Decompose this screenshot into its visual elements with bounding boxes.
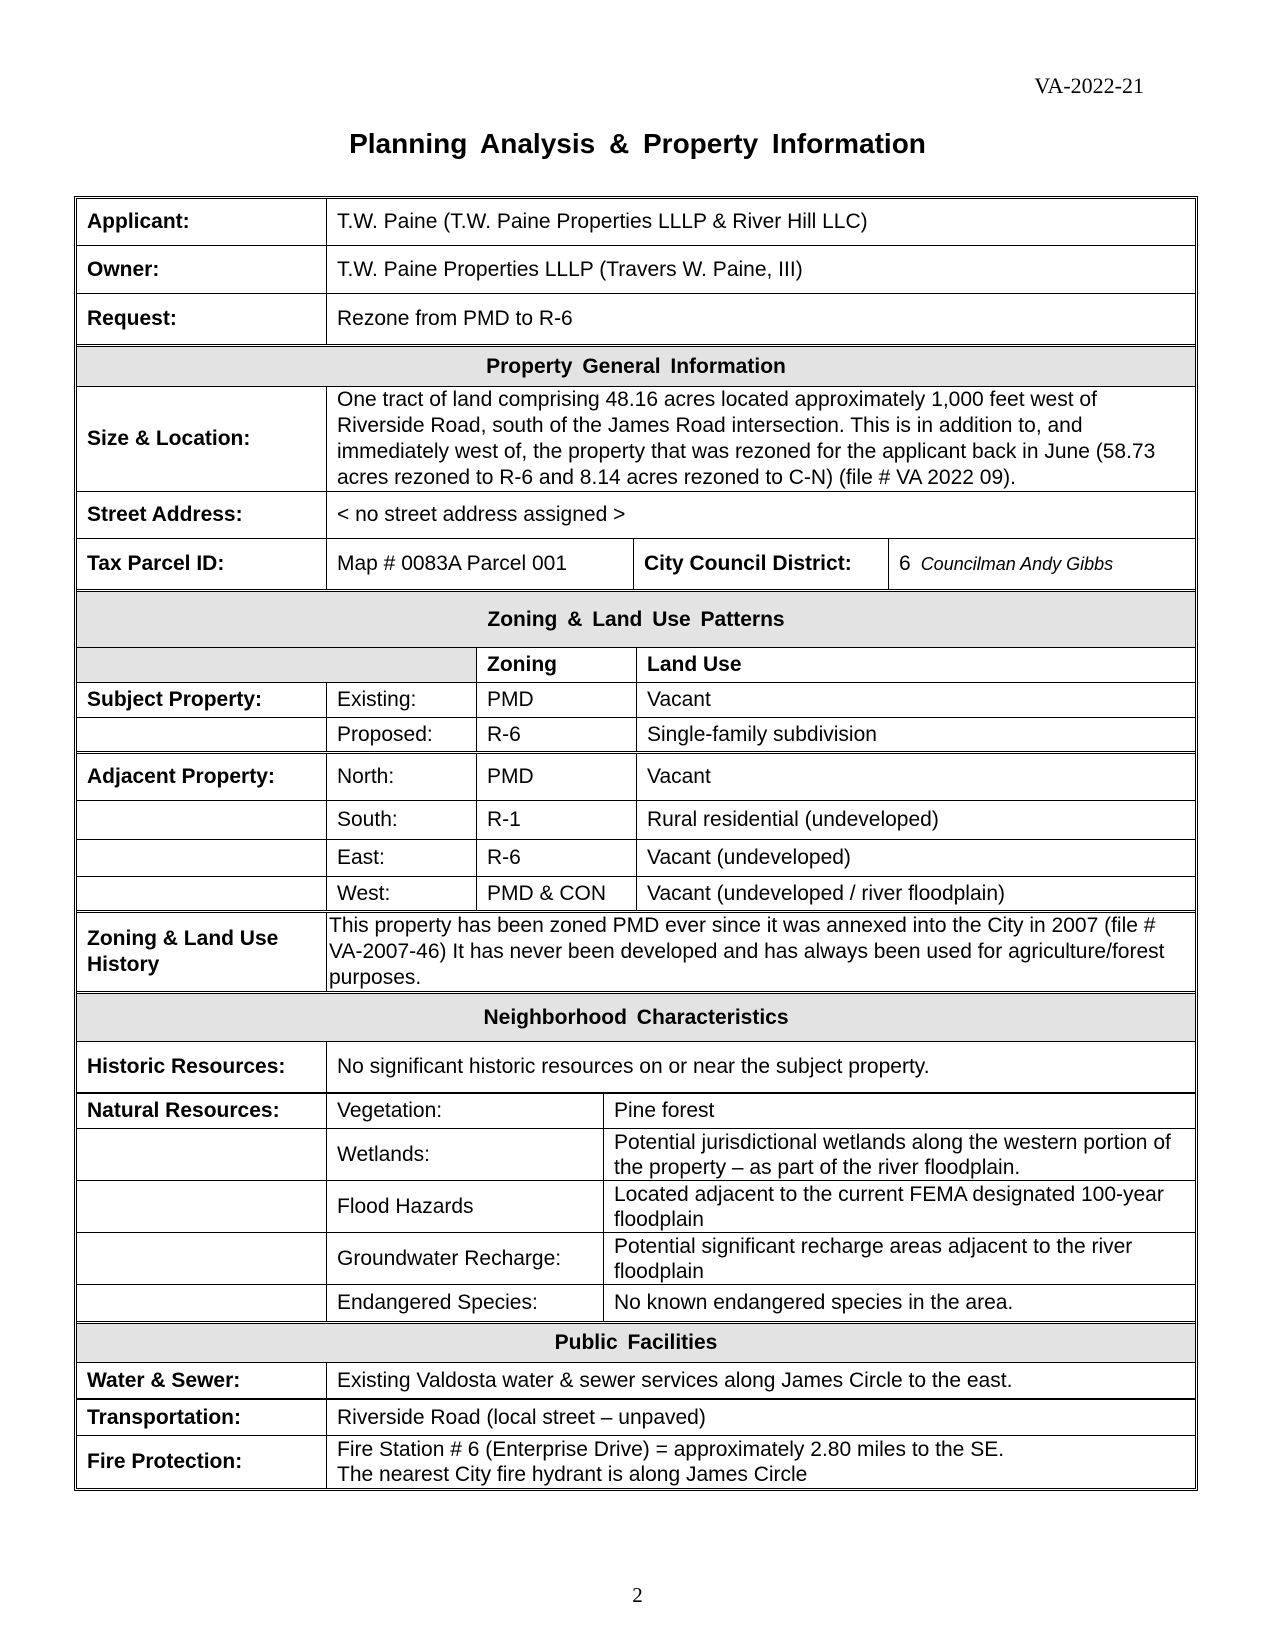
owner-label: Owner: — [77, 246, 327, 293]
historic-resources-label: Historic Resources: — [77, 1042, 327, 1092]
applicant-row — [77, 199, 1195, 246]
adjacent-east-zoning: R-6 — [477, 840, 637, 876]
subject-proposed-use: Single-family subdivision — [647, 722, 877, 746]
size-location-label: Size & Location: — [77, 387, 327, 491]
adjacent-blank-label — [77, 877, 327, 910]
tax-parcel-label: Tax Parcel ID: — [77, 539, 327, 589]
zoning-heading-row — [77, 592, 1195, 648]
fire-station-line: Fire Station # 6 (Enterprise Drive) = approximately 2.80 miles to the SE. — [337, 1438, 1005, 1461]
natural-blank-label — [77, 1129, 327, 1180]
council-district-value — [889, 539, 1195, 589]
zoning-section — [77, 592, 1195, 994]
subject-existing-zoning: PMD — [477, 683, 637, 717]
council-member-name: Councilman Andy Gibbs — [920, 554, 1114, 574]
street-address-value: < no street address assigned > — [337, 503, 626, 526]
size-location-row — [77, 387, 1195, 492]
natural-blank-label — [77, 1181, 327, 1232]
owner-value: T.W. Paine Properties LLLP (Travers W. Paine, III) — [337, 257, 803, 281]
landuse-column-header: Land Use — [647, 653, 742, 676]
applicant-value: T.W. Paine (T.W. Paine Properties LLLP & River Hill LLC) — [337, 210, 868, 233]
vegetation-value: Pine forest — [614, 1099, 715, 1122]
adjacent-property-label: Adjacent Property: — [77, 754, 327, 800]
flood-hazards-value: Located adjacent to the current FEMA designated 100-year floodplain — [614, 1182, 1164, 1231]
natural-resources-label: Natural Resources: — [77, 1094, 327, 1128]
page-number: 2 — [632, 1583, 643, 1607]
zoning-column-header: Zoning — [477, 648, 637, 682]
facilities-heading: Public Facilities — [77, 1324, 1195, 1362]
fire-protection-row — [77, 1436, 1195, 1488]
property-info-table — [74, 196, 1198, 1491]
general-info-section — [77, 347, 1195, 592]
neighborhood-heading: Neighborhood Characteristics — [77, 994, 1195, 1041]
historic-resources-value: No significant historic resources on or near the subject property. — [337, 1055, 930, 1078]
adjacent-south-use: Rural residential (undeveloped) — [647, 808, 939, 831]
adjacent-east-use: Vacant (undeveloped) — [647, 846, 851, 869]
adjacent-west-use: Vacant (undeveloped / river floodplain) — [647, 881, 1005, 905]
natural-blank-label — [77, 1233, 327, 1284]
general-heading: Property General Information — [77, 347, 1195, 386]
natural-species-row — [77, 1285, 1195, 1321]
tax-parcel-value: Map # 0083A Parcel 001 — [327, 539, 634, 589]
subject-blank-label — [77, 718, 327, 751]
street-address-row — [77, 492, 1195, 539]
fire-hydrant-line: The nearest City fire hydrant is along James Circle — [337, 1463, 808, 1486]
fire-protection-value — [327, 1436, 1195, 1488]
water-sewer-value: Existing Valdosta water & sewer services along James Circle to the east. — [337, 1368, 1013, 1392]
fire-protection-label: Fire Protection: — [77, 1436, 327, 1488]
endangered-species-label: Endangered Species: — [327, 1285, 604, 1321]
wetlands-value: Potential jurisdictional wetlands along the western portion of the property – as part of the river floodplain. — [614, 1130, 1171, 1179]
flood-hazards-label: Flood Hazards — [327, 1181, 604, 1232]
transportation-row — [77, 1400, 1195, 1436]
historic-resources-row — [77, 1042, 1195, 1094]
zoning-header-blank — [77, 648, 477, 682]
groundwater-label: Groundwater Recharge: — [327, 1233, 604, 1284]
adjacent-south-zoning: R-1 — [477, 801, 637, 839]
adjacent-east-row — [77, 840, 1195, 877]
vegetation-label: Vegetation: — [327, 1094, 604, 1128]
owner-row — [77, 246, 1195, 294]
zoning-history-label: Zoning & Land Use History — [77, 913, 327, 991]
street-address-label: Street Address: — [77, 492, 327, 538]
adjacent-north-zoning: PMD — [477, 754, 637, 800]
request-row — [77, 294, 1195, 344]
water-sewer-row — [77, 1363, 1195, 1400]
neighborhood-section — [77, 994, 1195, 1324]
document-id: VA-2022-21 — [1034, 73, 1144, 98]
wetlands-label: Wetlands: — [327, 1129, 604, 1180]
transportation-value: Riverside Road (local street – unpaved) — [337, 1405, 706, 1429]
subject-proposed-zoning: R-6 — [477, 718, 637, 751]
zoning-column-headers — [77, 648, 1195, 683]
page-title: Planning Analysis & Property Information — [349, 128, 926, 159]
subject-existing-label: Existing: — [327, 683, 477, 717]
council-district-number: 6 — [899, 552, 911, 575]
adjacent-west-zoning: PMD & CON — [477, 877, 637, 910]
adjacent-blank-label — [77, 840, 327, 876]
size-location-value: One tract of land comprising 48.16 acres located approximately 1,000 feet west of Riverside Road, south of the James Road intersection. This is in addition to, and immediately west of, the property that was rezoned for the applicant back in June (58.73 acres rezoned to R-6 and 8.14 acres rezoned to C-N) (file # VA 2022 09). — [337, 388, 1156, 489]
council-district-label: City Council District: — [634, 539, 889, 589]
adjacent-south-label: South: — [327, 801, 477, 839]
adjacent-west-label: West: — [327, 877, 477, 910]
subject-existing-use: Vacant — [647, 688, 711, 711]
request-value: Rezone from PMD to R-6 — [337, 307, 573, 330]
natural-blank-label — [77, 1285, 327, 1321]
adjacent-east-label: East: — [327, 840, 477, 876]
natural-flood-row — [77, 1181, 1195, 1233]
adjacent-north-label: North: — [327, 754, 477, 800]
facilities-section — [77, 1324, 1195, 1488]
subject-property-label: Subject Property: — [77, 683, 327, 717]
water-sewer-label: Water & Sewer: — [77, 1363, 327, 1398]
groundwater-value: Potential significant recharge areas adjacent to the river floodplain — [614, 1234, 1133, 1283]
endangered-species-value: No known endangered species in the area. — [614, 1291, 1014, 1314]
adjacent-north-use: Vacant — [647, 765, 711, 788]
adjacent-north-row — [77, 754, 1195, 801]
zoning-history-row — [77, 913, 1195, 991]
parties-section — [77, 199, 1195, 347]
general-heading-row — [77, 347, 1195, 387]
transportation-label: Transportation: — [77, 1400, 327, 1435]
natural-vegetation-row — [77, 1094, 1195, 1129]
request-label: Request: — [77, 294, 327, 344]
subject-existing-row — [77, 683, 1195, 718]
zoning-heading: Zoning & Land Use Patterns — [77, 592, 1195, 647]
applicant-label: Applicant: — [77, 199, 327, 245]
zoning-history-value: This property has been zoned PMD ever since it was annexed into the City in 2007 (file # VA-2007-46) It has never been developed and has always been used for agriculture/forest purposes. — [329, 914, 1165, 989]
adjacent-west-row — [77, 877, 1195, 913]
adjacent-south-row — [77, 801, 1195, 840]
subject-proposed-row — [77, 718, 1195, 754]
tax-parcel-row — [77, 539, 1195, 589]
facilities-heading-row — [77, 1324, 1195, 1363]
neighborhood-heading-row — [77, 994, 1195, 1042]
subject-proposed-label: Proposed: — [327, 718, 477, 751]
natural-wetlands-row — [77, 1129, 1195, 1181]
natural-groundwater-row — [77, 1233, 1195, 1285]
adjacent-blank-label — [77, 801, 327, 839]
